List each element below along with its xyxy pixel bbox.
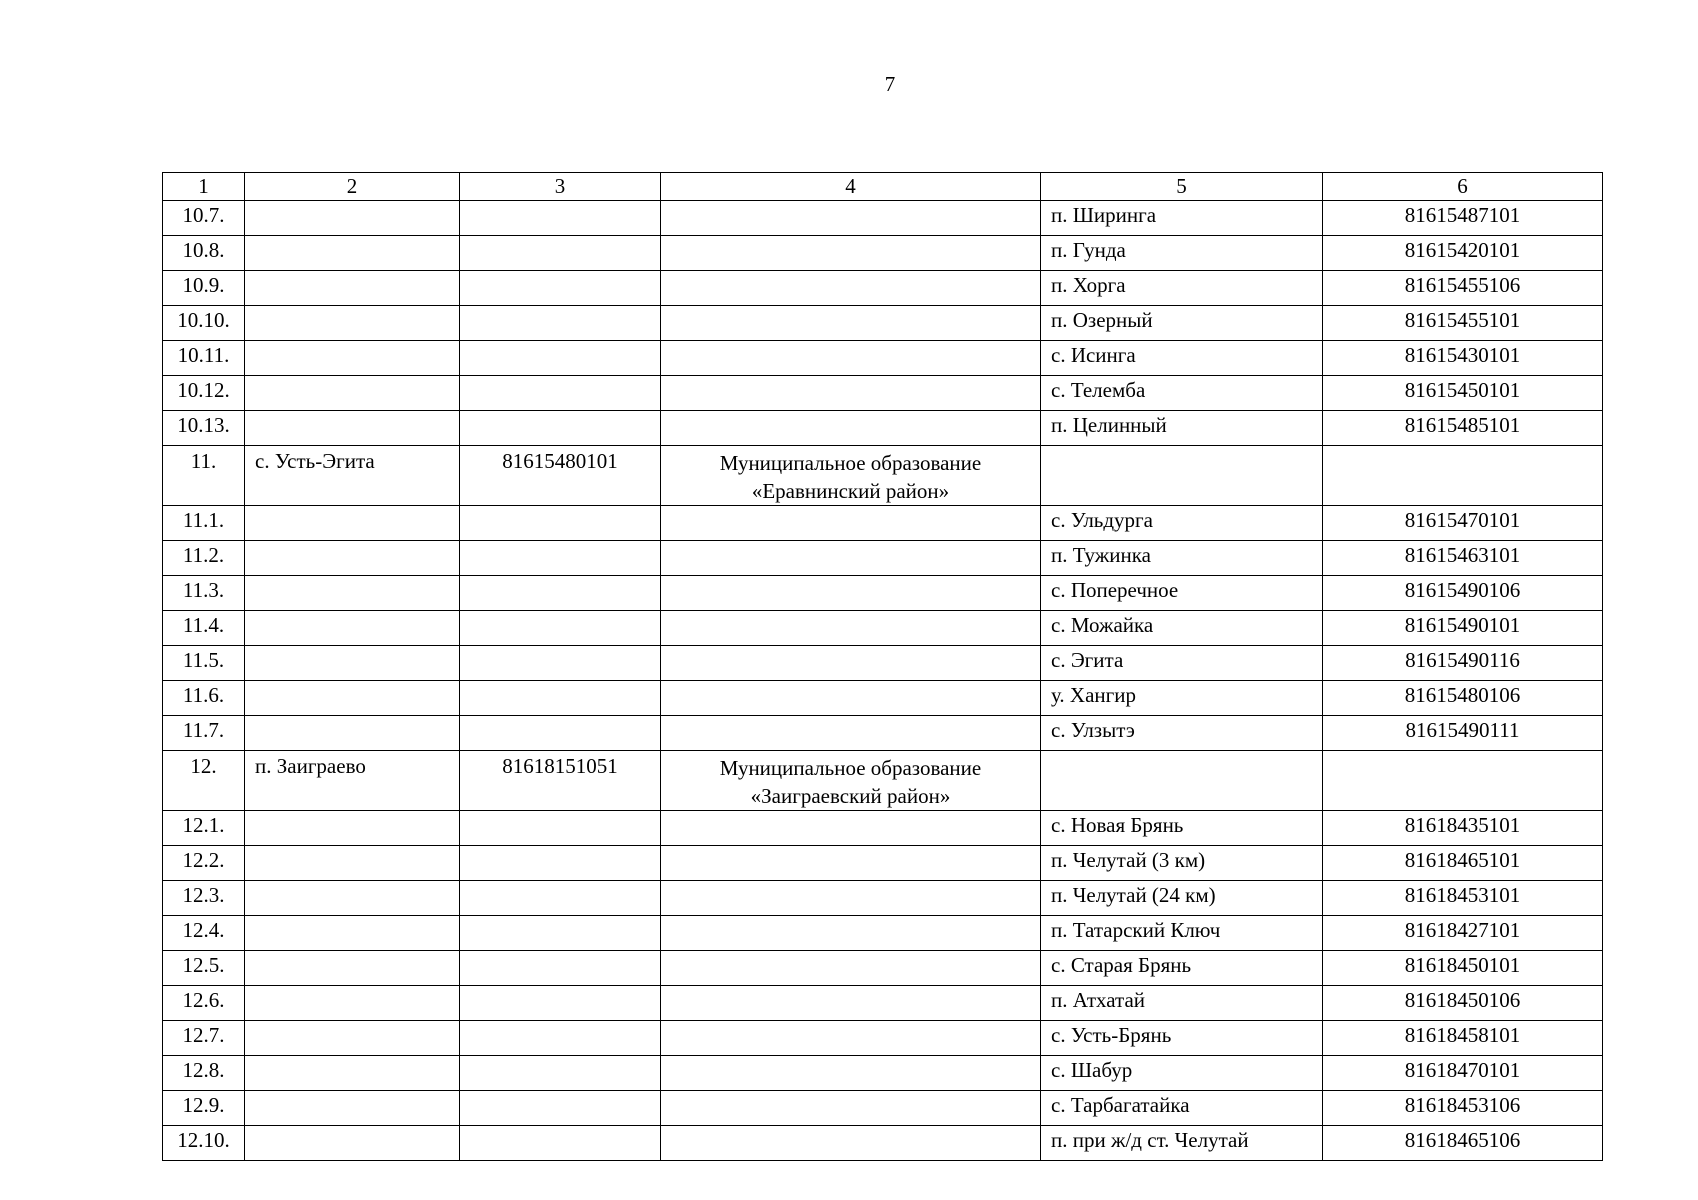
row-number-cell: 12.4. — [163, 916, 245, 951]
settlement-oktmo-cell: 81615470101 — [1323, 506, 1603, 541]
settlement-name-cell: п. Хорга — [1041, 271, 1323, 306]
center-oktmo-cell — [460, 1126, 661, 1161]
table-row — [163, 506, 1603, 541]
row-number-cell: 10.9. — [163, 271, 245, 306]
table-row — [163, 576, 1603, 611]
admin-center-cell — [245, 646, 460, 681]
table-row — [163, 306, 1603, 341]
table-row — [163, 1126, 1603, 1161]
settlements-table — [162, 172, 1603, 1161]
settlement-oktmo-cell: 81618465101 — [1323, 846, 1603, 881]
center-oktmo-cell — [460, 411, 661, 446]
table-row — [163, 716, 1603, 751]
header-cell-2: 2 — [245, 173, 460, 201]
settlement-name-cell: п. Гунда — [1041, 236, 1323, 271]
center-oktmo-cell — [460, 271, 661, 306]
settlement-oktmo-cell: 81618435101 — [1323, 811, 1603, 846]
settlement-oktmo-cell: 81615480106 — [1323, 681, 1603, 716]
row-number-cell: 11.1. — [163, 506, 245, 541]
settlement-name-cell: с. Телемба — [1041, 376, 1323, 411]
municipality-line: «Заиграевский район» — [750, 784, 951, 808]
center-oktmo-cell — [460, 951, 661, 986]
row-number-cell: 12.10. — [163, 1126, 245, 1161]
municipality-cell — [661, 341, 1041, 376]
admin-center-cell — [245, 341, 460, 376]
settlement-name-cell: п. Татарский Ключ — [1041, 916, 1323, 951]
settlement-oktmo-cell: 81618450106 — [1323, 986, 1603, 1021]
header-cell-4: 4 — [661, 173, 1041, 201]
center-oktmo-cell — [460, 306, 661, 341]
admin-center-cell — [245, 881, 460, 916]
settlement-name-cell: с. Поперечное — [1041, 576, 1323, 611]
center-oktmo-cell — [460, 236, 661, 271]
settlement-oktmo-cell: 81615430101 — [1323, 341, 1603, 376]
table-row — [163, 446, 1603, 506]
table-row — [163, 681, 1603, 716]
admin-center-cell — [245, 576, 460, 611]
municipality-cell — [661, 576, 1041, 611]
center-oktmo-cell — [460, 916, 661, 951]
settlement-oktmo-cell: 81615450101 — [1323, 376, 1603, 411]
settlement-oktmo-cell — [1323, 446, 1603, 506]
settlement-name-cell: с. Улзытэ — [1041, 716, 1323, 751]
center-oktmo-cell — [460, 541, 661, 576]
row-number-cell: 10.12. — [163, 376, 245, 411]
center-oktmo-cell — [460, 811, 661, 846]
row-number-cell: 11. — [163, 446, 245, 506]
table-row — [163, 846, 1603, 881]
admin-center-cell — [245, 201, 460, 236]
settlement-name-cell: с. Новая Брянь — [1041, 811, 1323, 846]
admin-center-cell: п. Заиграево — [245, 751, 460, 811]
settlement-oktmo-cell: 81618453106 — [1323, 1091, 1603, 1126]
table-row — [163, 541, 1603, 576]
row-number-cell: 11.4. — [163, 611, 245, 646]
settlement-oktmo-cell: 81615487101 — [1323, 201, 1603, 236]
center-oktmo-cell — [460, 376, 661, 411]
settlement-oktmo-cell: 81618465106 — [1323, 1126, 1603, 1161]
admin-center-cell — [245, 986, 460, 1021]
municipality-line: Муниципальное образование — [719, 451, 982, 475]
admin-center-cell — [245, 271, 460, 306]
row-number-cell: 11.7. — [163, 716, 245, 751]
center-oktmo-cell — [460, 681, 661, 716]
center-oktmo-cell — [460, 201, 661, 236]
row-number-cell: 12.7. — [163, 1021, 245, 1056]
settlement-oktmo-cell: 81618453101 — [1323, 881, 1603, 916]
settlement-oktmo-cell: 81615485101 — [1323, 411, 1603, 446]
municipality-cell — [661, 411, 1041, 446]
row-number-cell: 11.2. — [163, 541, 245, 576]
center-oktmo-cell — [460, 881, 661, 916]
row-number-cell: 12.2. — [163, 846, 245, 881]
settlement-oktmo-cell: 81615490106 — [1323, 576, 1603, 611]
municipality-cell — [661, 646, 1041, 681]
table-row — [163, 411, 1603, 446]
row-number-cell: 12. — [163, 751, 245, 811]
municipality-line: «Еравнинский район» — [751, 479, 950, 503]
settlement-name-cell — [1041, 751, 1323, 811]
settlement-name-cell: п. Тужинка — [1041, 541, 1323, 576]
center-oktmo-cell — [460, 986, 661, 1021]
admin-center-cell — [245, 1091, 460, 1126]
settlement-name-cell: с. Можайка — [1041, 611, 1323, 646]
municipality-cell — [661, 236, 1041, 271]
row-number-cell: 11.5. — [163, 646, 245, 681]
settlement-oktmo-cell: 81618450101 — [1323, 951, 1603, 986]
header-cell-6: 6 — [1323, 173, 1603, 201]
center-oktmo-cell — [460, 716, 661, 751]
center-oktmo-cell — [460, 611, 661, 646]
municipality-cell — [661, 846, 1041, 881]
settlement-oktmo-cell: 81615455106 — [1323, 271, 1603, 306]
row-number-cell: 12.6. — [163, 986, 245, 1021]
settlement-oktmo-cell: 81615490116 — [1323, 646, 1603, 681]
admin-center-cell — [245, 681, 460, 716]
row-number-cell: 10.10. — [163, 306, 245, 341]
settlement-oktmo-cell: 81615490101 — [1323, 611, 1603, 646]
table-row — [163, 611, 1603, 646]
settlement-name-cell: с. Старая Брянь — [1041, 951, 1323, 986]
table-body — [163, 173, 1603, 1161]
municipality-cell — [661, 1091, 1041, 1126]
admin-center-cell — [245, 951, 460, 986]
row-number-cell: 11.3. — [163, 576, 245, 611]
table-row — [163, 881, 1603, 916]
row-number-cell: 10.8. — [163, 236, 245, 271]
row-number-cell: 12.5. — [163, 951, 245, 986]
admin-center-cell: с. Усть-Эгита — [245, 446, 460, 506]
settlement-name-cell: п. Челутай (3 км) — [1041, 846, 1323, 881]
municipality-cell — [661, 881, 1041, 916]
admin-center-cell — [245, 506, 460, 541]
center-oktmo-cell — [460, 1091, 661, 1126]
municipality-cell — [661, 1126, 1041, 1161]
settlement-name-cell: п. Атхатай — [1041, 986, 1323, 1021]
center-oktmo-cell — [460, 506, 661, 541]
municipality-cell — [661, 681, 1041, 716]
row-number-cell: 12.8. — [163, 1056, 245, 1091]
center-oktmo-cell — [460, 646, 661, 681]
row-number-cell: 10.13. — [163, 411, 245, 446]
row-number-cell: 11.6. — [163, 681, 245, 716]
municipality-cell — [661, 751, 1041, 811]
settlement-oktmo-cell: 81618458101 — [1323, 1021, 1603, 1056]
header-cell-5: 5 — [1041, 173, 1323, 201]
admin-center-cell — [245, 1126, 460, 1161]
table-row — [163, 646, 1603, 681]
settlement-name-cell: п. Челутай (24 км) — [1041, 881, 1323, 916]
settlement-oktmo-cell: 81615463101 — [1323, 541, 1603, 576]
settlement-oktmo-cell: 81615420101 — [1323, 236, 1603, 271]
settlement-oktmo-cell — [1323, 751, 1603, 811]
admin-center-cell — [245, 411, 460, 446]
admin-center-cell — [245, 846, 460, 881]
row-number-cell: 10.11. — [163, 341, 245, 376]
settlement-name-cell: с. Усть-Брянь — [1041, 1021, 1323, 1056]
admin-center-cell — [245, 716, 460, 751]
table-row — [163, 376, 1603, 411]
table-row — [163, 1056, 1603, 1091]
municipality-line: Муниципальное образование — [719, 756, 982, 780]
settlement-oktmo-cell: 81618470101 — [1323, 1056, 1603, 1091]
table-row — [163, 751, 1603, 811]
settlement-name-cell: с. Ульдурга — [1041, 506, 1323, 541]
admin-center-cell — [245, 236, 460, 271]
settlement-name-cell: с. Эгита — [1041, 646, 1323, 681]
settlement-name-cell: с. Шабур — [1041, 1056, 1323, 1091]
settlement-name-cell: п. Целинный — [1041, 411, 1323, 446]
municipality-cell — [661, 201, 1041, 236]
municipality-cell — [661, 506, 1041, 541]
admin-center-cell — [245, 811, 460, 846]
municipality-cell — [661, 951, 1041, 986]
municipality-cell — [661, 376, 1041, 411]
municipality-cell — [661, 1021, 1041, 1056]
table-row — [163, 1021, 1603, 1056]
settlement-name-cell: с. Тарбагатайка — [1041, 1091, 1323, 1126]
municipality-cell — [661, 271, 1041, 306]
municipality-cell — [661, 811, 1041, 846]
center-oktmo-cell — [460, 846, 661, 881]
center-oktmo-cell: 81615480101 — [460, 446, 661, 506]
settlement-oktmo-cell: 81615455101 — [1323, 306, 1603, 341]
table-row — [163, 341, 1603, 376]
center-oktmo-cell — [460, 576, 661, 611]
admin-center-cell — [245, 376, 460, 411]
table-row — [163, 236, 1603, 271]
settlement-name-cell — [1041, 446, 1323, 506]
settlement-name-cell: с. Исинга — [1041, 341, 1323, 376]
settlement-oktmo-cell: 81615490111 — [1323, 716, 1603, 751]
center-oktmo-cell — [460, 341, 661, 376]
admin-center-cell — [245, 1056, 460, 1091]
municipality-cell — [661, 306, 1041, 341]
municipality-cell — [661, 611, 1041, 646]
settlement-name-cell: п. Озерный — [1041, 306, 1323, 341]
municipality-cell — [661, 986, 1041, 1021]
municipality-cell — [661, 716, 1041, 751]
admin-center-cell — [245, 1021, 460, 1056]
center-oktmo-cell — [460, 1021, 661, 1056]
center-oktmo-cell — [460, 1056, 661, 1091]
row-number-cell: 12.3. — [163, 881, 245, 916]
admin-center-cell — [245, 611, 460, 646]
settlement-name-cell: у. Хангир — [1041, 681, 1323, 716]
table-row — [163, 1091, 1603, 1126]
header-cell-3: 3 — [460, 173, 661, 201]
table-row — [163, 986, 1603, 1021]
admin-center-cell — [245, 916, 460, 951]
admin-center-cell — [245, 541, 460, 576]
settlement-oktmo-cell: 81618427101 — [1323, 916, 1603, 951]
municipality-cell — [661, 446, 1041, 506]
header-cell-1: 1 — [163, 173, 245, 201]
table-row — [163, 201, 1603, 236]
row-number-cell: 12.1. — [163, 811, 245, 846]
table-row — [163, 951, 1603, 986]
row-number-cell: 10.7. — [163, 201, 245, 236]
row-number-cell: 12.9. — [163, 1091, 245, 1126]
table-row — [163, 271, 1603, 306]
municipality-cell — [661, 541, 1041, 576]
settlement-name-cell: п. при ж/д ст. Челутай — [1041, 1126, 1323, 1161]
center-oktmo-cell: 81618151051 — [460, 751, 661, 811]
admin-center-cell — [245, 306, 460, 341]
table-row — [163, 916, 1603, 951]
municipality-cell — [661, 1056, 1041, 1091]
settlement-name-cell: п. Ширинга — [1041, 201, 1323, 236]
table-row — [163, 811, 1603, 846]
page-number: 7 — [884, 72, 896, 96]
table-header-row — [163, 173, 1603, 201]
municipality-cell — [661, 916, 1041, 951]
